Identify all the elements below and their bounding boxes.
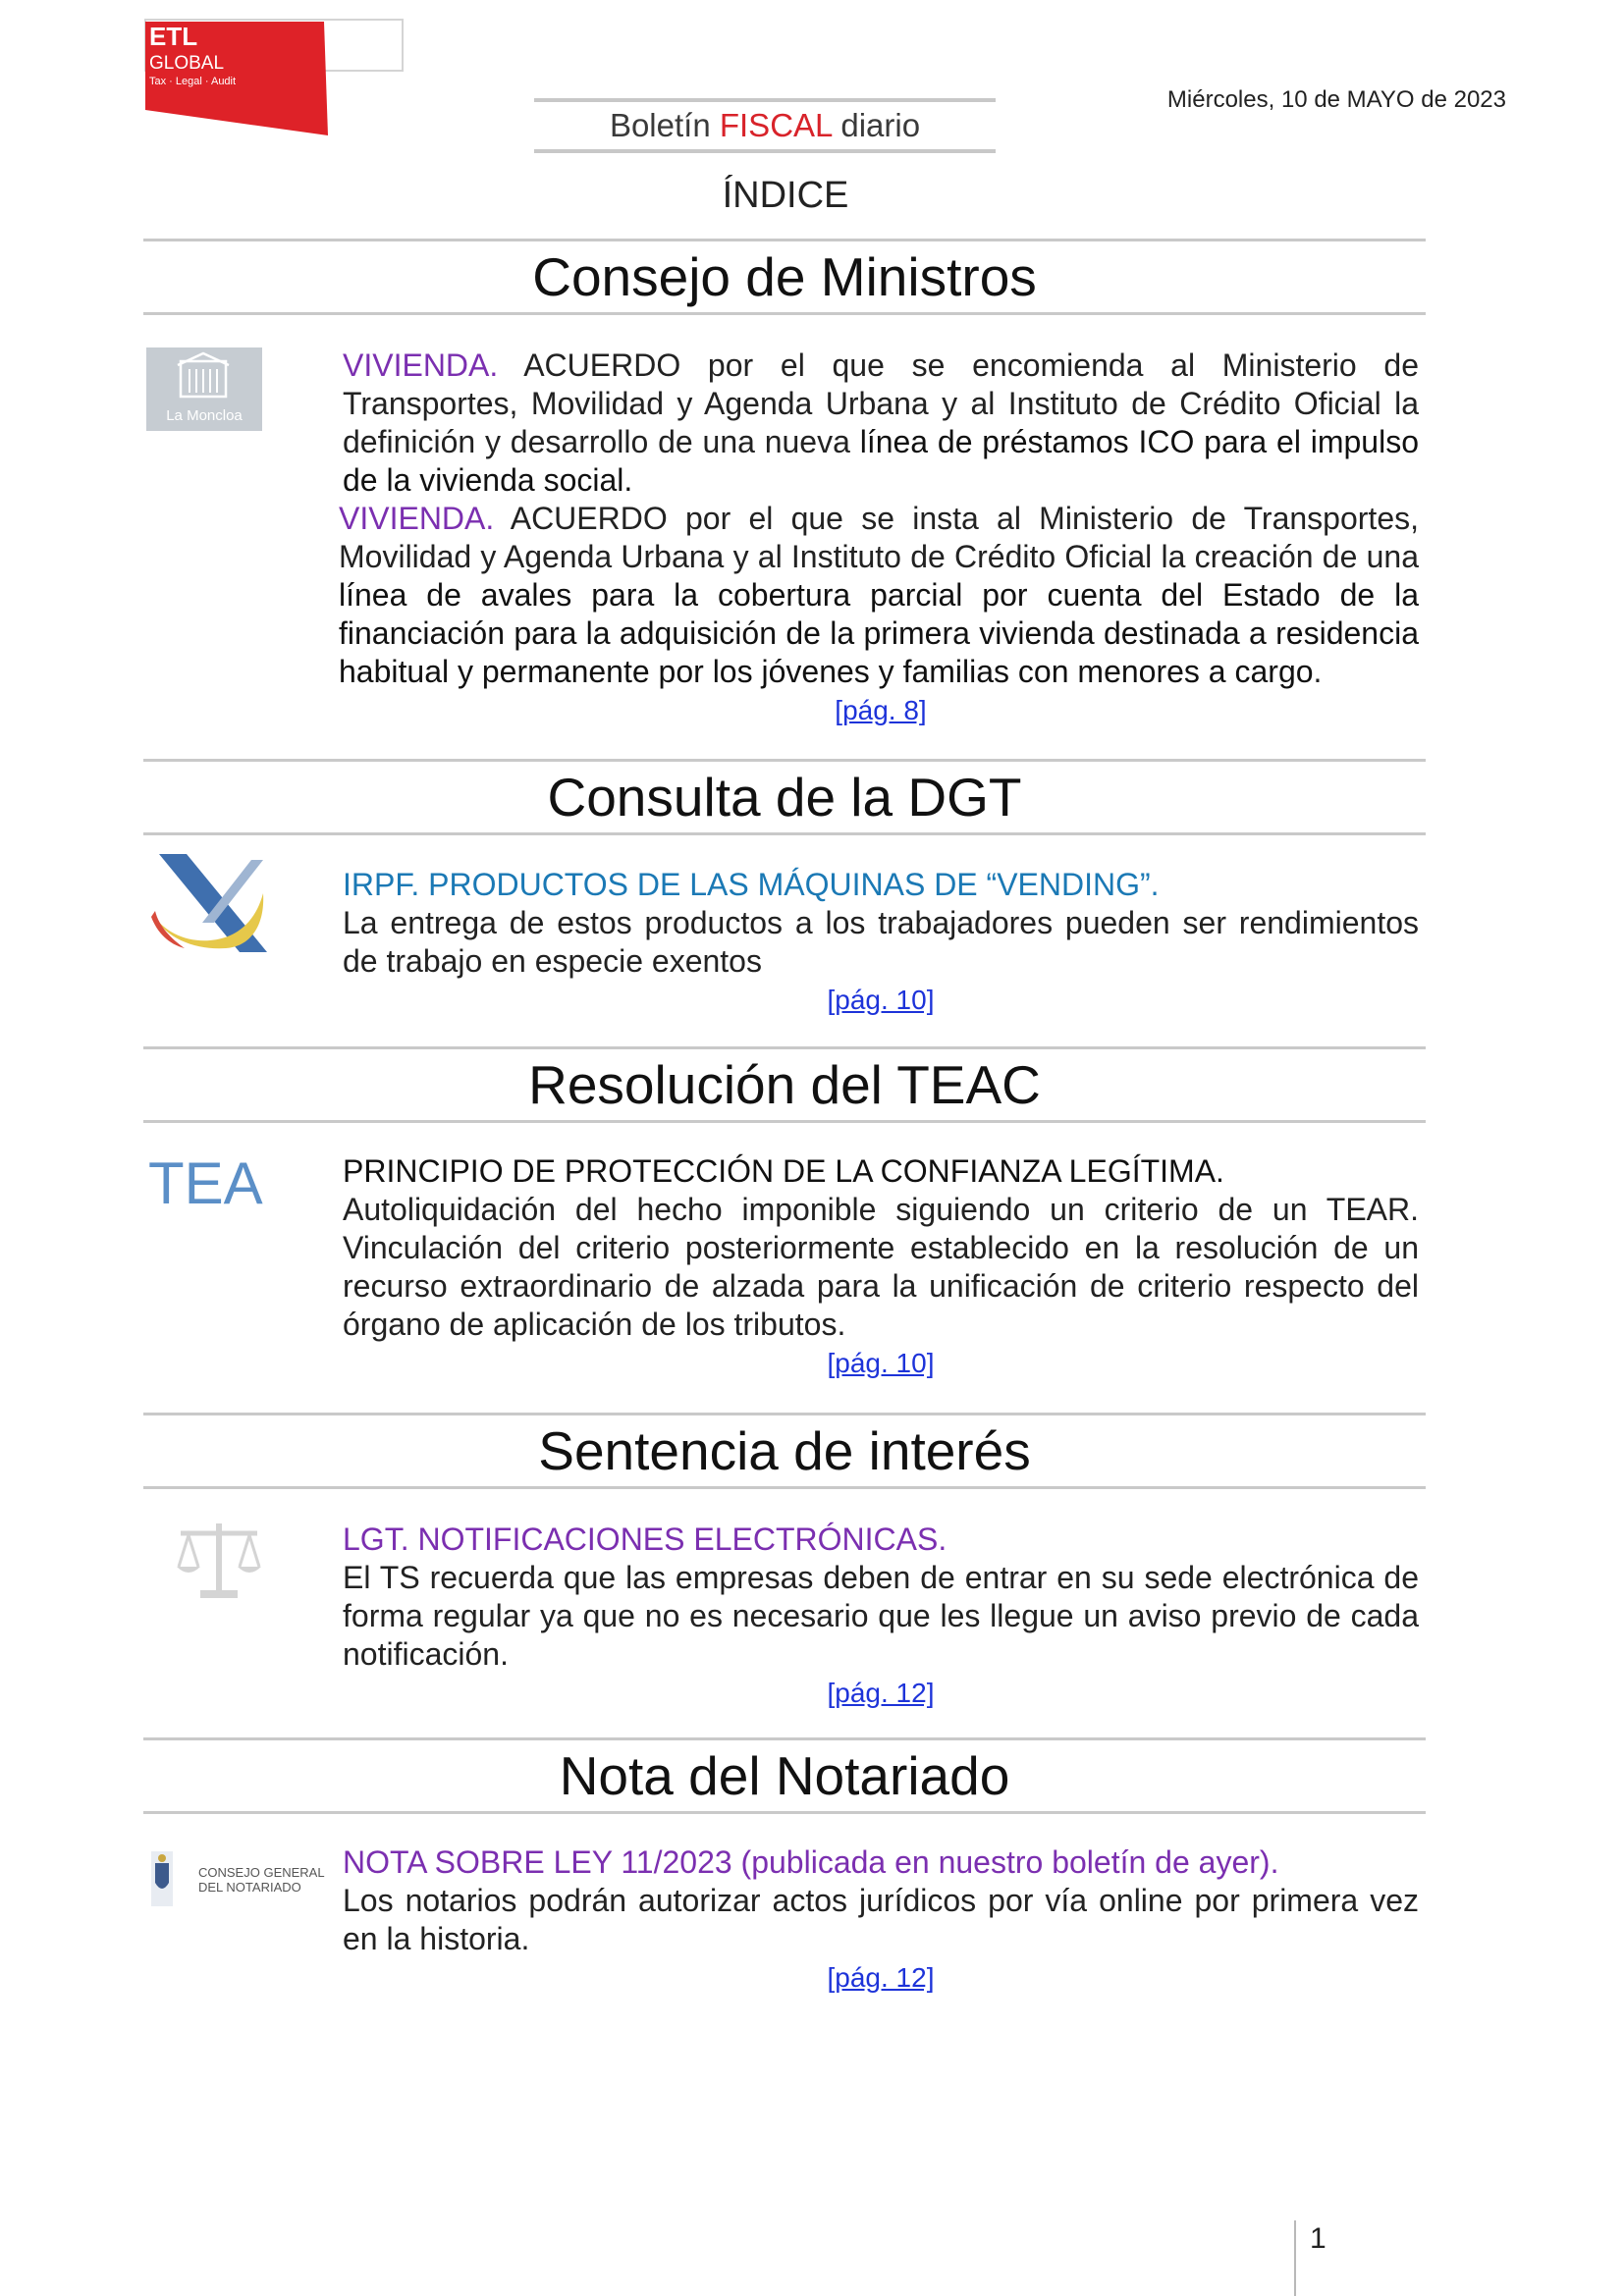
svg-text:DEL NOTARIADO: DEL NOTARIADO [198,1880,301,1895]
entry-text: Autoliquidación del hecho imponible siguiendo un criterio de un TEAR. Vinculación del criterio posteriormente establecido en la resolución de un recurso extraordinario de alzada para la unificación de criterio respecto del órgano de aplicación de los tributos. [343,1192,1419,1342]
page-number: 1 [1310,2222,1326,2255]
entry-title [343,1843,1419,1882]
entry-text: La entrega de estos productos a los trabajadores pueden ser rendimientos de trabajo en especie exentos [343,905,1419,979]
page-link[interactable]: [pág. 12] [827,1678,935,1708]
section-heading-consulta-dgt: Consulta de la DGT [143,759,1426,835]
bulletin-title [534,98,996,153]
svg-text:La Moncloa: La Moncloa [166,407,243,424]
section-body-sentencia-interes [343,1521,1419,1712]
entry-keyword: VIVIENDA. [343,347,499,383]
entry-text: El TS recuerda que las empresas deben de entrar en su sede electrónica de forma regular ya que no es necesario que les llegue un aviso previo de cada notificación. [343,1560,1419,1672]
section-heading-consejo-ministros: Consejo de Ministros [143,239,1426,315]
agencia-tributaria-logo-icon [149,854,267,952]
page-link[interactable]: [pág. 12] [827,1962,935,1993]
page-link[interactable]: [pág. 10] [827,1348,935,1378]
section-heading-resolucion-teac: Resolución del TEAC [143,1046,1426,1123]
bulletin-title-suffix: diario [832,107,921,143]
tea-logo-icon [148,1150,263,1216]
section-heading-sentencia-interes: Sentencia de interés [143,1413,1426,1489]
section-body-nota-notariado [343,1843,1419,1997]
moncloa-building-icon [146,347,262,431]
entry-title: PRINCIPIO DE PROTECCIÓN DE LA CONFIANZA LEGÍTIMA. [343,1153,1224,1189]
bulletin-date: Miércoles, 10 de MAYO de 2023 [1166,86,1506,113]
section-body-resolucion-teac [343,1152,1419,1382]
entry-keyword: VIVIENDA. [339,501,495,536]
page-link[interactable]: [pág. 10] [827,985,935,1015]
svg-text:GLOBAL: GLOBAL [149,53,225,74]
bulletin-title-accent: FISCAL [719,107,833,143]
section-heading-nota-notariado: Nota del Notariado [143,1737,1426,1814]
entry-text: Los notarios podrán autorizar actos jurídicos por vía online por primera vez en la historia. [343,1883,1419,1956]
scales-of-justice-icon [175,1518,263,1602]
bulletin-title-prefix: Boletín [609,107,720,143]
section-body-consejo-ministros [339,347,1419,729]
entry-vivienda-avales [339,500,1419,691]
entry-title-note: (publicada en nuestro boletín de ayer). [731,1844,1279,1880]
svg-text:Tax · Legal · Audit: Tax · Legal · Audit [149,76,237,87]
page-link[interactable]: [pág. 8] [835,695,927,725]
entry-highlight: línea de préstamos ICO para el impulso de la vivienda social. [343,424,1419,498]
entry-text: ACUERDO por el que se insta al Ministerio de Transportes, Movilidad y Agenda Urbana y al Instituto de Crédito Oficial la creación de una [339,501,1419,574]
entry-title: IRPF. PRODUCTOS DE LAS MÁQUINAS DE “VENDING”. [343,867,1160,902]
svg-text:ETL: ETL [149,22,198,51]
entry-text: ACUERDO por el que se encomienda al Ministerio de Transportes, Movilidad y Agenda Urbana y al Instituto de Crédito Oficial la definición y desarrollo de una nueva [343,347,1419,459]
entry-title-main: NOTA SOBRE LEY 11/2023 [343,1844,732,1880]
entry-tail: . [1313,654,1323,689]
entry-title: LGT. NOTIFICACIONES ELECTRÓNICAS. [343,1522,947,1557]
footer-divider [1294,2220,1296,2296]
etl-global-logo [145,20,403,137]
svg-text:TEA: TEA [148,1150,263,1216]
index-heading: ÍNDICE [722,175,849,216]
entry-highlight: línea de avales para la cobertura parcial por cuenta del Estado de la financiación para la adquisición de la primera vivienda destinada a residencia habitual y permanente por los jóvenes y familias con menores a cargo [339,577,1419,689]
notariado-logo-icon [149,1847,325,1916]
section-body-consulta-dgt [343,866,1419,1019]
svg-text:CONSEJO GENERAL: CONSEJO GENERAL [198,1865,325,1880]
entry-vivienda-prestamos [343,347,1419,500]
